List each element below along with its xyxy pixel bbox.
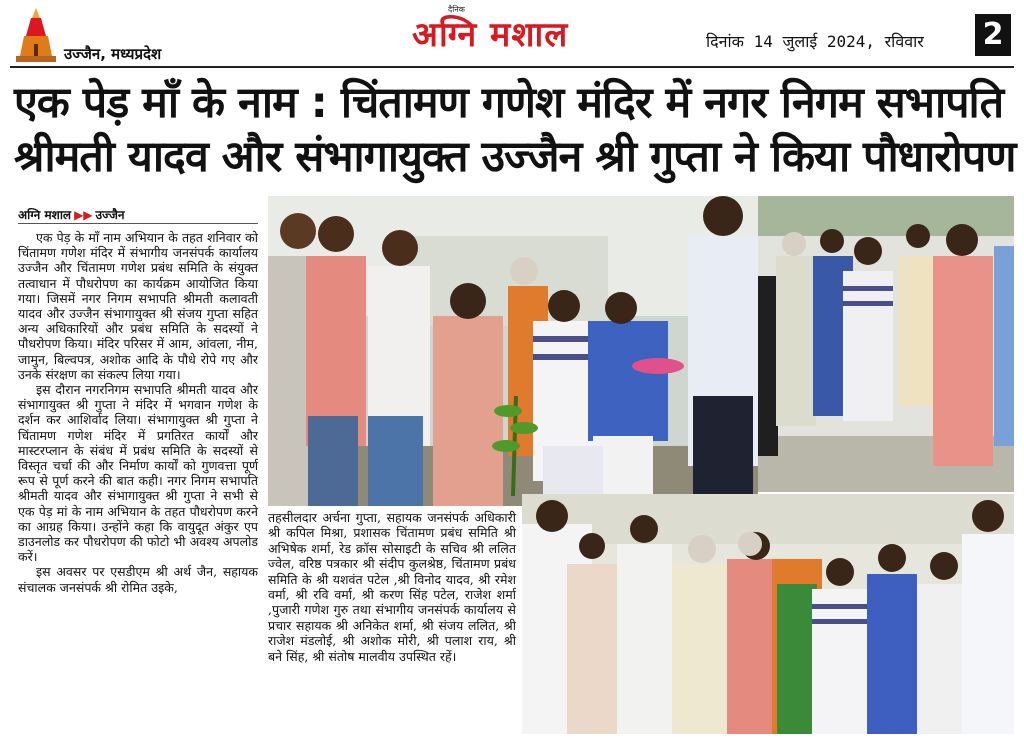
group-photo-bottom	[522, 494, 1014, 734]
logo-tagline: दैनिक	[448, 5, 465, 14]
byline-city: उज्जैन	[95, 208, 125, 222]
headline-line-2: श्रीमती यादव और संभागायुक्त उज्जैन श्री गुप्ता ने किया पौधारोपण	[14, 132, 1016, 182]
byline-divider	[18, 223, 258, 224]
place-label: उज्जैन, मध्यप्रदेश	[64, 45, 162, 63]
plantation-photo-main	[268, 196, 758, 506]
newspaper-logo: अग्नि मशाल	[412, 15, 569, 55]
masthead-divider	[10, 66, 1014, 68]
masthead	[0, 0, 1024, 66]
page-number: 2	[975, 14, 1011, 56]
group-photo-right	[758, 196, 1014, 492]
article-paragraph: एक पेड़ के माँ नाम अभियान के तहत शनिवार को चिंतामण गणेश मंदिर में संभागीय जनसंपर्क कार्यालय उज्जैन और चिंतामण गणेश प्रबंध समिति के संयुक्त तत्वाधान में पौधरोपण का कार्यक्रम आयोजित किया गया। जिसमें नगर निगम सभापति श्रीमती कलावती यादव और उज्जैन संभागायुक्त श्री संजय गुप्ता सहित अन्य अधिकारियों और प्रबंध समिति के सदस्यों ने पौधरोपण किया। मंदिर परिसर में आम, आंवला, नीम, जामुन, बिल्वपत्र, अशोक आदि के पौधे रोपे गए और उनके संरक्षण का संकल्प लिया गया।	[18, 230, 258, 382]
article-continuation: तहसीलदार अर्चना गुप्ता, सहायक जनसंपर्क अधिकारी श्री कपिल मिश्रा, प्रशासक चिंतामण प्रबंध समिति श्री अभिषेक शर्मा, रेड क्रॉस सोसाइटी के सचिव श्री ललित ज्वेल, वरिष्ठ पत्रकार श्री संदीप कुलश्रेष्ठ, चिंतामण प्रबंध समिति के श्री यशवंत पटेल ,श्री विनोद यादव, श्री रमेश वर्मा, श्री रवि वर्मा, श्री करण सिंह पटेल, राजेश शर्मा ,पुजारी गणेश गुरु तथा संभागीय जनसंपर्क कार्यालय से प्रचार सहायक श्री अनिकेत शर्मा, श्री संजय ललित, श्री राजेश मंडलोई, श्री अशोक मोरी, श्री पलाश राय, श्री बने सिंह, श्री संतोष मालवीय उपस्थित रहें।	[268, 510, 516, 664]
byline-source: अग्नि मशाल	[18, 208, 72, 222]
issue-date: दिनांक 14 जुलाई 2024, रविवार	[706, 32, 924, 51]
article-paragraph: इस अवसर पर एसडीएम श्री अर्थ जैन, सहायक संचालक जनसंपर्क श्री रोमित उइके,	[18, 564, 258, 595]
article-paragraph: इस दौरान नगरनिगम सभापति श्रीमती यादव और संभागायुक्त श्री गुप्ता ने मंदिर में भगवान गणेश के दर्शन कर आशिर्वाद लिया। संभागायुक्त श्री गुप्ता ने चिंतामण गणेश मंदिर में प्रगतिरत कार्यों और मास्टरप्लान के संबंध में प्रबंध समिति के सदस्यों से विस्तृत चर्चा की और निर्माण कार्यों को गुणवत्ता पूर्ण रूप से पूर्ण करने की बात कही। नगर निगम सभापति श्रीमती यादव और संभागायुक्त श्री गुप्ता ने सभी से एक पेड़ मां के नाम अभियान के तहत पौधरोपण करने का आग्रह किया। उन्होंने कहा कि वायुदूत अंकुर एप डाउनलोड कर पौधरोपण की फोटो भी अवश्य अपलोड करें।	[18, 382, 258, 565]
headline	[14, 76, 1014, 184]
article-column	[18, 230, 258, 595]
temple-logo-icon	[14, 6, 58, 62]
byline-arrows-icon: ▶▶	[74, 208, 93, 222]
byline	[18, 206, 125, 223]
headline-line-1: एक पेड़ माँ के नाम : चिंतामण गणेश मंदिर में नगर निगम सभापति	[14, 78, 1004, 128]
